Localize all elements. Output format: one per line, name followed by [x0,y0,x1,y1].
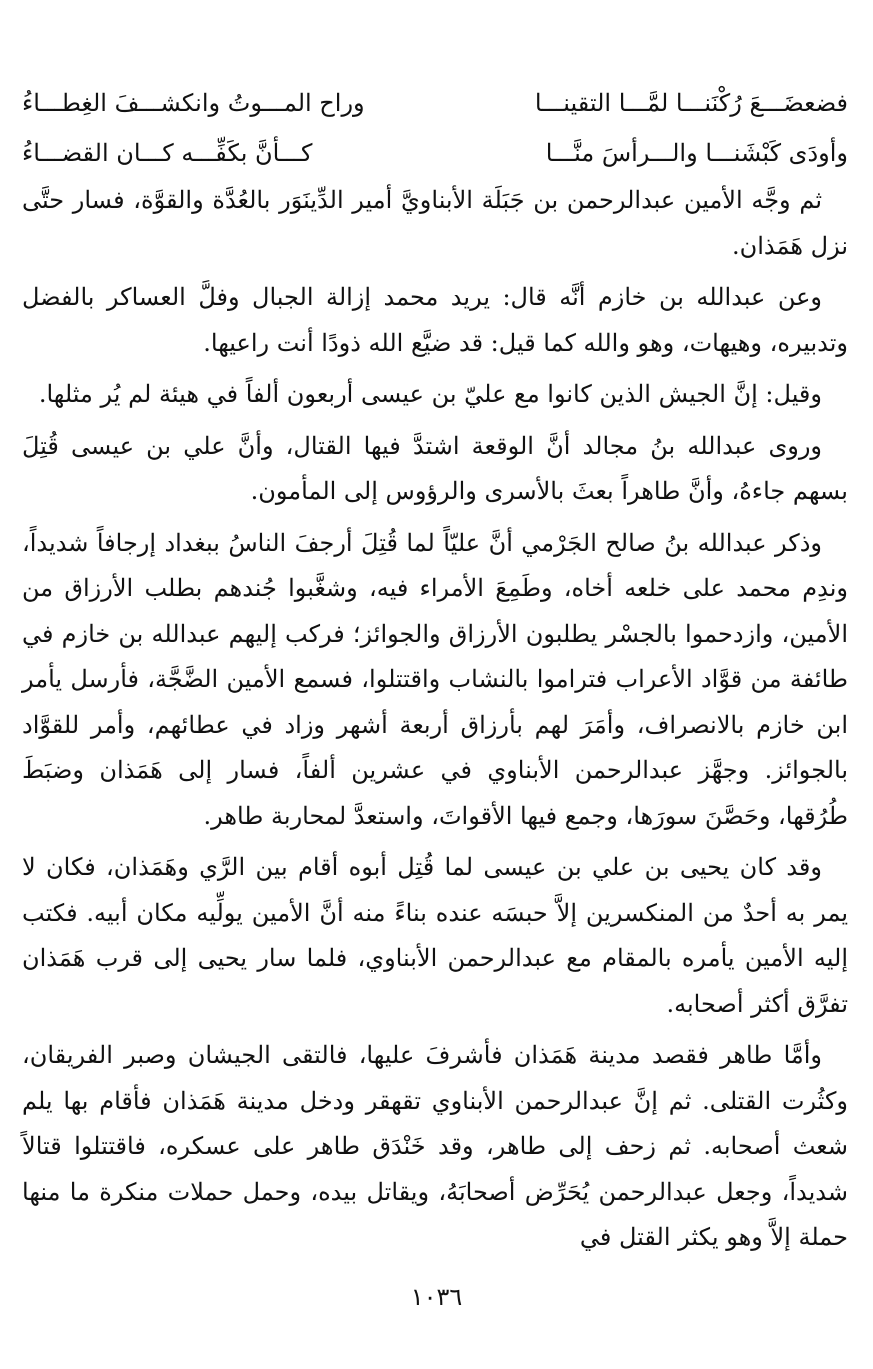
paragraph: ثم وجَّه الأمين عبدالرحمن بن جَبَلَة الأبناويَّ أمير الدِّينَوَر بالعُدَّة والقوَّة، فسار حتَّى نزل هَمَذان. [22,186,848,260]
verse-line [22,78,848,128]
paragraph: وذكر عبدالله بنُ صالح الجَرْمي أنَّ عليّاً لما قُتِلَ أرجفَ الناسُ ببغداد إرجافاً شديداً، وندِم محمد على خلعه أخاه، وطَمِعَ الأمراء فيه، وشغَّبوا جُندهم بطلب الأرزاق من الأمين، وازدحموا بالجسْر يطلبون الأرزاق والجوائز؛ فركب إليهم عبدالله بن خازم في طائفة من قوَّاد الأعراب فتراموا بالنشاب واقتتلوا، فسمع الأمين الضَّجَّة، فأرسل يأمر ابن خازم بالانصراف، وأمَرَ لهم بأرزاق أربعة أشهر وزاد في عطائهم، وأمر للقوَّاد بالجوائز. وجهَّز عبدالرحمن الأبناوي في عشرين ألفاً، فسار إلى هَمَذان وضبَطَ طُرُقها، وحَصَّنَ سورَها، وجمع فيها الأقواتَ، واستعدَّ لمحاربة طاهر. [22,528,848,830]
page-body [22,78,848,1261]
paragraph: وروى عبدالله بنُ مجالد أنَّ الوقعة اشتدَّ فيها القتال، وأنَّ علي بن عيسى قُتِلَ بسهم جاءهُ، وأنَّ طاهراً بعثَ بالأسرى والرؤوس إلى المأمون. [22,431,848,505]
paragraph: وقيل: إنَّ الجيش الذين كانوا مع عليّ بن عيسى أربعون ألفاً في هيئة لم يُر مثلها. [38,380,822,408]
verse-first-hemistich: وأودَى كَبْشَنـــا والـــرأسَ منَّـــا [545,139,848,167]
paragraph: وأمَّا طاهر فقصد مدينة هَمَذان فأشرفَ عليها، فالتقى الجيشان وصبر الفريقان، وكثُرت القتلى. ثم إنَّ عبدالرحمن الأبناوي تقهقر ودخل مدينة هَمَذان فأقام بها يلم شعث أصحابه. ثم زحف إلى طاهر، وقد خَنْدَق طاهر على عسكره، فاقتتلوا قتالاً شديداً، وجعل عبدالرحمن يُحَرِّض أصحابَهُ، ويقاتل بيده، وحمل حملات منكرة ما منها حملة إلاَّ وهو يكثر القتل في [22,1041,848,1251]
paragraph: وقد كان يحيى بن علي بن عيسى لما قُتِل أبوه أقام بين الرَّي وهَمَذان، فكان لا يمر به أحدٌ من المنكسرين إلاَّ حبسَه عنده بناءً منه أنَّ الأمين يولِّيه مكان أبيه. فكتب إليه الأمين يأمره بالمقام مع عبدالرحمن الأبناوي، فلما سار يحيى إلى قرب هَمَذان تفرَّق أكثر أصحابه. [22,853,848,1018]
page-number: ١٠٣٦ [410,1283,463,1311]
verse-second-hemistich: كـــأنَّ بكَفِّـــه كـــان القضـــاءُ [22,139,313,167]
verse-second-hemistich: وراح المـــوتُ وانكشـــفَ الغِطـــاءُ [22,89,365,117]
paragraph: وعن عبدالله بن خازم أنَّه قال: يريد محمد إزالة الجبال وفلَّ العساكر بالفضل وتدبيره، وهيهات، وهو والله كما قيل: قد ضيَّع الله ذودًا أنت راعيها. [22,283,848,357]
verse-first-hemistich: فضعضَـــعَ رُكْنَنـــا لمَّـــا التقينـــا [534,89,848,117]
verse-line [22,128,848,178]
